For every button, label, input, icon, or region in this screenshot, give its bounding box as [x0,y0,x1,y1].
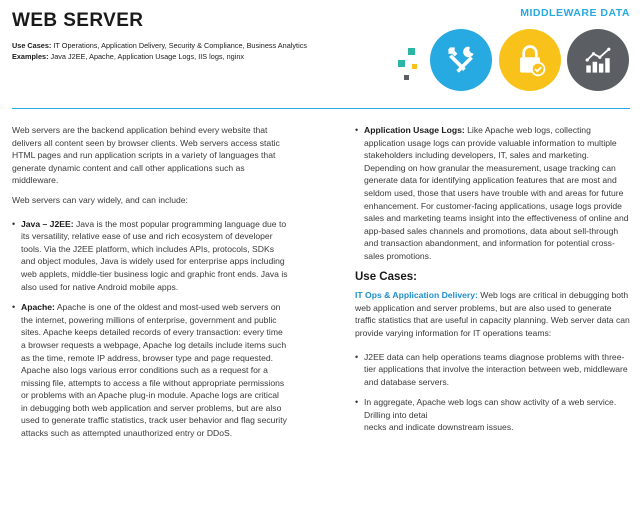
bar-chart-icon [567,29,629,91]
use-cases-label: Use Cases: [12,41,52,50]
bullet-text: Like Apache web logs, collecting application usage logs can provide valuable information to multiple stakeholders including developers, IT, sales and marketing. Depending on how granular the measurement, usage tracking can generate data for identifying application features that are most and seldom used, those that users have trouble with and areas for future enhancement. For customer-facing applications, usage logs provide sales and marketing teams insight into the effectiveness of online and app-based sales channels and promotions, data about sell-through and transaction abandonment, and information for potential cross-sales promotions. [364,125,629,261]
lock-check-icon [499,29,561,91]
bullet-apache [12,301,288,440]
examples-label: Examples: [12,52,49,61]
bullet-lead: Java – J2EE: [21,218,74,229]
meta-block [12,40,312,62]
bullet-text: Java is the most popular programming language due to its versatility, relative ease of use and rich ecosystem of developer tools. Via the J2EE platform, which includes APIs, protocols, SDKs and object modules, Java is widely used for enterprise apps including web applets, middle-tier business logic and graphic front ends. Java is also used for native Android mobile apps. [21,218,288,292]
page-header [0,0,640,110]
right-column [355,124,630,442]
examples-line [12,51,312,62]
decorative-dots [392,48,422,84]
gray-dot [404,75,409,80]
itops-lead: IT Ops & Application Delivery: [355,290,478,301]
bullet-java [12,218,288,294]
itops-text: Web logs are critical in debugging both web application and server problems, but are also used to generate traffic statistics that are useful in capacity planning. Web server data can provide varying information for IT operations teams: [355,290,630,338]
bullet-lead: Application Usage Logs: [364,125,465,135]
left-column [12,124,288,448]
bullet-lead: Apache: [21,302,55,313]
intro-paragraph: Web servers are the backend application behind every website that delivers all content seen by browser clients. Web servers access static HTML pages and run application scripts in a variety of languages that generate dynamic content and call other applications such as middleware. [12,125,280,186]
tools-icon [430,29,492,91]
page-title: WEB SERVER [12,10,144,31]
teal-dot [408,48,415,55]
category-label: MIDDLEWARE DATA [520,7,630,19]
use-cases-line [12,40,312,51]
bullet-j2ee-ops: • J2EE data can help operations teams diagnose problems with three-tier applications that involve the interaction between web, middleware and database servers. [355,351,630,389]
teal-dot [398,60,405,67]
examples-text: Java J2EE, Apache, Application Usage Logs, IIS logs, nginx [48,52,245,61]
itops-paragraph [355,289,630,339]
yellow-dot [412,64,417,69]
bullet-text-line: • In aggregate, Apache web logs can show activity of a web service. Drilling into detai [364,397,617,420]
use-cases-heading: Use Cases: [355,270,418,283]
bullet-app-usage [355,124,630,263]
header-divider [12,108,630,109]
bullet-text: Apache is one of the oldest and most-used web servers on the internet, powering millions of enterprise, government and public sites. Apache keeps detailed records of every transaction: every time a browser requests a webpage, Apache log details include items such as the time, remote IP address, browser type and page requested. Apache also logs various error conditions such as a request for a missing file, attempts to access a file without appropriate permissions or problems with an Apache plug-in module. Apache logs are critical in debugging both web application and server problems, but are also used to generate traffic statistics, track user behavior and flag security attacks such as attempted unauthorized entry or DDoS. [21,302,287,439]
bullet-apache-aggregate [355,396,630,434]
vary-paragraph: Web servers can vary widely, and can include: [12,194,188,205]
use-cases-text: IT Operations, Application Delivery, Security & Compliance, Business Analytics [51,41,307,50]
bullet-text-line: necks and indicate downstream issues. [364,422,514,433]
